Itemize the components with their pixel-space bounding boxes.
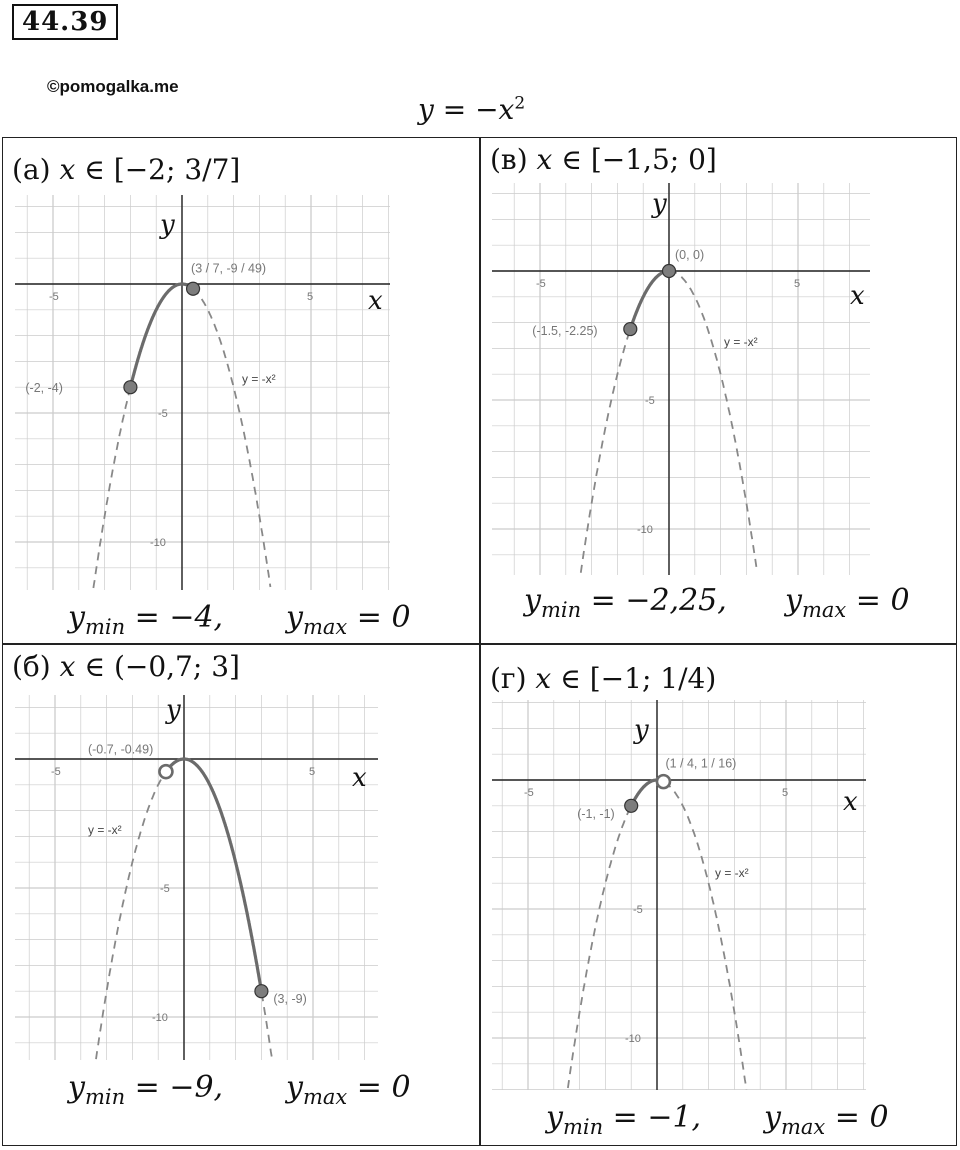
panel-g-ymax-value: = 0 [825,1100,889,1135]
panel-b-point [255,985,268,998]
panel-v-point [624,323,637,336]
panel-a-tick-y-neg10: -10 [150,537,166,549]
panel-a-prefix: (а) [12,153,60,186]
function-formula-exponent: 2 [514,93,526,114]
panel-v-ymax [785,583,910,622]
panel-b-point-label: (3, -9) [273,992,307,1007]
panel-a-tick-y-neg5: -5 [158,408,168,420]
panel-g-ymin-y: y [546,1100,563,1135]
panel-b-curve-label: y = -x² [88,823,122,837]
panel-a-curve-label: y = -x² [242,372,276,386]
panel-v-point-label: (-1.5, -2.25) [532,324,598,339]
panel-b-interval: ∈ (−0,7; 3] [84,650,240,683]
panel-g-point-label: (1 / 4, 1 / 16) [665,756,737,771]
panel-g-interval: ∈ [−1; 1/4) [560,662,717,695]
panel-g-var: x [535,662,552,695]
panel-g-tick-x-neg5: -5 [524,787,534,799]
panel-v-curve-label: y = -x² [724,335,758,349]
panel-v-tick-x-5: 5 [794,278,801,290]
panel-a-var: x [59,153,76,186]
panel-v-ymin [524,583,727,622]
panel-b-ymax-y: y [286,1070,303,1105]
panel-v-x-axis-label: x [850,281,865,311]
panel-g-ymax-y: y [764,1100,781,1135]
panel-v-prefix: (в) [490,143,537,176]
panel-v-y-axis-label: y [652,189,667,219]
panel-b-parabola-segment [166,759,262,991]
panel-a-ymax-value: = 0 [347,600,411,635]
panel-g-y-axis-label: y [634,715,649,745]
panel-v-ymax-sub: max [801,598,847,622]
panel-a-ymin-sub: min [84,615,126,639]
panel-g-ymin [546,1100,701,1139]
panel-g-ymax-sub: max [780,1115,826,1139]
panel-a-x-axis-label: x [368,286,383,316]
panel-b-y-axis-label: y [166,695,181,725]
panel-v-ymin-y: y [524,583,541,618]
panel-b-x-axis-label: x [352,763,367,793]
panel-b-tick-y-neg5: -5 [160,883,170,895]
panel-b-ymin-sub: min [84,1085,126,1109]
panel-a-point-label: (3 / 7, -9 / 49) [191,261,267,276]
panel-a-ymax-sub: max [302,615,348,639]
panel-b-tick-x-5: 5 [309,766,316,778]
panel-a-ymax-y: y [286,600,303,635]
panel-b-point-label: (-0.7, -0.49) [87,742,154,757]
panel-a-ymin-y: y [68,600,85,635]
panel-g-prefix: (г) [490,662,536,695]
panel-b-tick-x-neg5: -5 [51,766,61,778]
panel-b-prefix: (б) [12,650,60,683]
panel-g-ymax [764,1100,889,1139]
panel-g-ymin-sub: min [562,1115,604,1139]
panel-v-tick-x-neg5: -5 [536,278,546,290]
panel-v-interval: ∈ [−1,5; 0] [561,143,717,176]
panel-v-ymin-value: = −2,25, [581,583,727,618]
panel-b-var: x [59,650,76,683]
panel-a-y-axis-label: y [160,210,175,240]
panel-b-ymin-y: y [68,1070,85,1105]
panel-a-point [187,282,200,295]
panel-v-tick-y-neg10: -10 [637,524,653,536]
panel-g-tick-y-neg10: -10 [625,1033,641,1045]
function-formula-text: y = −x [418,93,515,126]
panel-g-tick-y-neg5: -5 [633,904,643,916]
panel-a-tick-x-neg5: -5 [49,291,59,303]
panel-a-tick-x-5: 5 [307,291,314,303]
panel-a-interval: ∈ [−2; 3/7] [84,153,241,186]
panel-a-ymax [286,600,411,639]
panel-g-x-axis-label: x [843,787,858,817]
panel-a-ymin-value: = −4, [125,600,224,635]
panel-b-tick-y-neg10: -10 [152,1012,168,1024]
panel-g-curve-label: y = -x² [715,866,749,880]
panel-g-point [625,799,638,812]
panel-b-ymin-value: = −9, [125,1070,224,1105]
copyright-text: ©pomogalka.me [47,77,179,96]
panel-b-ymin [68,1070,223,1109]
panel-b-ymax-sub: max [302,1085,348,1109]
panel-a-ymin [68,600,223,639]
panel-g-open-point [657,775,670,788]
panel-v-ymax-y: y [785,583,802,618]
panel-a-point-label: (-2, -4) [25,381,63,396]
panel-v-point-label: (0, 0) [675,248,705,262]
panel-g-ymin-value: = −1, [603,1100,702,1135]
panel-b-ymax [286,1070,411,1109]
panel-v-ymin-sub: min [540,598,582,622]
panel-b-ymax-value: = 0 [347,1070,411,1105]
panel-v-ymax-value: = 0 [846,583,910,618]
panel-v-var: x [536,143,553,176]
panel-v-parabola-segment [630,271,669,329]
panel-v-tick-y-neg5: -5 [645,395,655,407]
panel-g-tick-x-5: 5 [782,787,789,799]
panel-b-open-point [159,765,172,778]
panel-g-point-label: (-1, -1) [577,806,615,821]
panel-a-point [124,381,137,394]
panel-v-point [663,265,676,278]
problem-number: 44.39 [12,4,118,40]
